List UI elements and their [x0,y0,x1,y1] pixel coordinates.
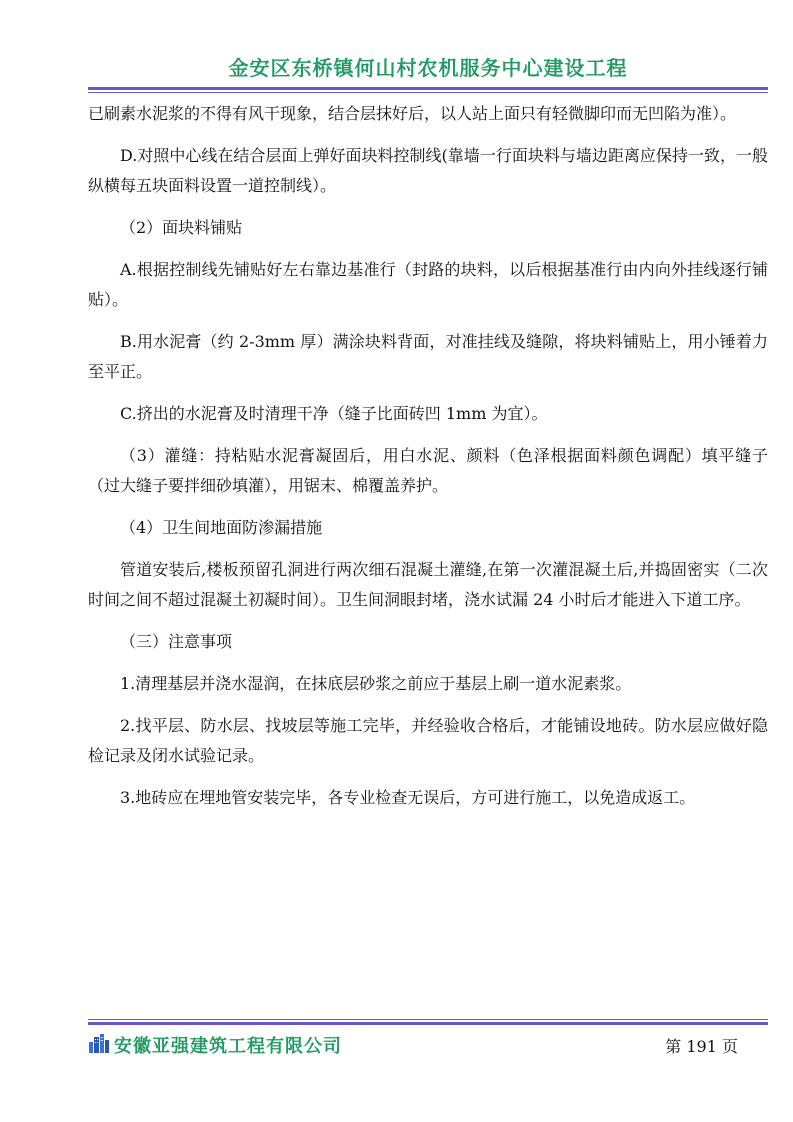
document-body [88,99,768,825]
paragraph: 管道安装后,楼板预留孔洞进行两次细石混凝土灌缝,在第一次灌混凝土后,并捣固密实（二次时间之间不超过混凝土初凝时间）。卫生间洞眼封堵，浇水试漏 24 小时后才能进入下道工序。 [88,560,768,609]
paragraph: 已刷素水泥浆的不得有风干现象，结合层抹好后，以人站上面只有轻微脚印而无凹陷为准）。 [88,104,737,123]
footer-divider-thick [88,1022,768,1025]
paragraph: C.挤出的水泥膏及时清理干净（缝子比面砖凹 1mm 为宜）。 [120,404,548,423]
company-name: 安徽亚强建筑工程有限公司 [114,1036,342,1057]
subsection-heading: （4）卫生间地面防渗漏措施 [120,518,323,537]
document-title: 金安区东桥镇何山村农机服务中心建设工程 [228,56,628,80]
list-item: 2.找平层、防水层、找坡层等施工完毕，并经验收合格后，才能铺设地砖。防水层应做好隐检记录及闭水试验记录。 [88,716,768,765]
section-heading: （三）注意事项 [120,632,233,651]
subsection-heading: （2）面块料铺贴 [120,218,243,237]
list-item: 1.清理基层并浇水湿润，在抹底层砂浆之前应于基层上刷一道水泥素浆。 [120,674,632,693]
header-divider-thick [88,87,768,90]
paragraph: （3）灌缝：持粘贴水泥膏凝固后，用白水泥、颜料（色泽根据面料颜色调配）填平缝子（过大缝子要拌细砂填灌），用锯末、棉覆盖养护。 [88,446,768,495]
header-divider-thin [88,92,768,93]
building-logo-icon [88,1033,110,1053]
page-footer [88,1030,768,1058]
paragraph: D.对照中心线在结合层面上弹好面块料控制线(靠墙一行面块料与墙边距离应保持一致，一般纵横每五块面料设置一道控制线）。 [88,146,768,195]
paragraph: A.根据控制线先铺贴好左右靠边基准行（封路的块料，以后根据基准行由内向外挂线逐行铺贴）。 [88,260,768,309]
list-item: 3.地砖应在埋地管安装完毕，各专业检查无误后，方可进行施工，以免造成返工。 [120,788,696,807]
footer-divider-thin [88,1019,768,1020]
page-header [88,52,768,81]
page-number: 第 191 页 [665,1037,738,1056]
paragraph: B.用水泥膏（约 2-3mm 厚）满涂块料背面，对准挂线及缝隙，将块料铺贴上，用小锤着力至平正。 [88,332,768,381]
